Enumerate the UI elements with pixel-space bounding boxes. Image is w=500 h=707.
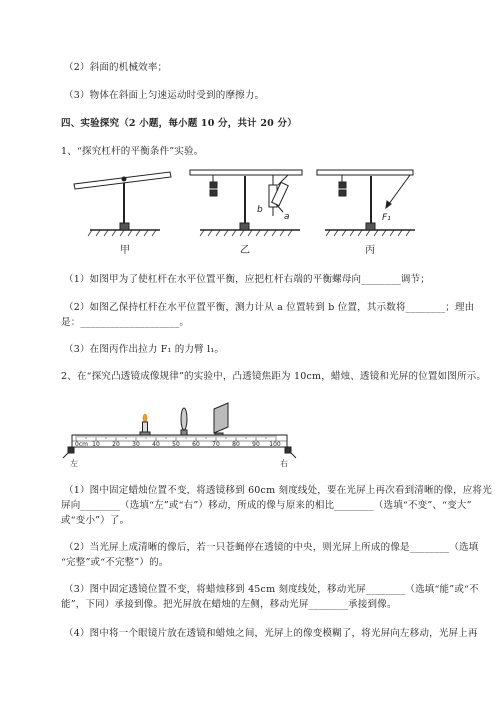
q1-part-1: （1）如图甲为了使杠杆在水平位置平衡，应把杠杆右端的平衡螺母向________调节； xyxy=(64,274,430,285)
tick-70: 70 xyxy=(212,441,220,448)
tick-30: 30 xyxy=(132,441,140,448)
label-right: 右 xyxy=(280,459,288,468)
q2-part-4: （4）图中将一个眼镜片放在透镜和蜡烛之间，光屏上的像变模糊了，将光屏向左移动，光屏上再 xyxy=(64,628,478,639)
tick-80: 80 xyxy=(232,441,240,448)
lens xyxy=(181,408,187,435)
q1-part-3: （3）在图丙作出拉力 F₁ 的力臂 l₁。 xyxy=(64,344,225,355)
screen xyxy=(214,403,228,436)
label-yi: 乙 xyxy=(240,245,250,256)
figure-bing xyxy=(317,170,415,256)
label-left: 左 xyxy=(70,459,78,468)
tick-10: 10 xyxy=(92,441,100,448)
item-2-efficiency: （2）斜面的机械效率； xyxy=(64,62,168,73)
tick-60: 60 xyxy=(192,441,200,448)
figure-yi xyxy=(190,170,302,256)
q2-part-3b: 能”，下同）承接到像。把光屏放在蜡烛的左侧，移动光屏________承接到像。 xyxy=(61,599,397,610)
label-jia: 甲 xyxy=(120,245,130,256)
item-3-friction: （3）物体在斜面上匀速运动时受到的摩擦力。 xyxy=(64,90,265,101)
optical-bench-figure xyxy=(62,395,302,470)
tick-90: 90 xyxy=(252,441,260,448)
candle xyxy=(140,414,150,435)
label-b: b xyxy=(257,205,263,215)
q2-part-3a: （3）图中固定透镜位置不变，将蜡烛移到 45cm 刻度线处，移动光屏________（选填“能”或“不 xyxy=(64,584,479,595)
question-1-title: 1、“探究杠杆的平衡条件”实验。 xyxy=(61,146,204,157)
lever-figures xyxy=(60,160,450,260)
label-bing: 丙 xyxy=(365,245,375,256)
tick-100: 100 xyxy=(269,441,281,448)
q2-part-1b: 屏向________（选填“左”或“右”）移动，所成的像与原来的相比________（选填“不变”、“变大” xyxy=(61,500,472,511)
tick-20: 20 xyxy=(112,441,120,448)
q2-part-2a: （2）当光屏上成清晰的像后，若一只苍蝇停在透镜的中央，则光屏上所成的像是________（选填 xyxy=(64,542,479,553)
q2-part-1a: （1）图中固定蜡烛位置不变，将透镜移到 60cm 刻度线处，要在光屏上再次看到清晰的像，应将光 xyxy=(64,485,492,496)
q1-part-2a: （2）如图乙保持杠杆在水平位置平衡，测力计从 a 位置转到 b 位置，其示数将________；理由 xyxy=(64,302,475,313)
tick-40: 40 xyxy=(152,441,160,448)
figure-jia xyxy=(74,172,171,256)
q2-part-1c: 或“变小”）了。 xyxy=(61,515,130,526)
section-heading: 四、实验探究（2 小题，每小题 10 分，共计 20 分） xyxy=(61,118,297,129)
q1-part-2b: 是：____________________。 xyxy=(61,317,190,328)
question-2-title: 2、在“探究凸透镜成像规律”的实验中，凸透镜焦距为 10cm，蜡烛、透镜和光屏的位置如图所示。 xyxy=(61,371,487,382)
tick-0: 0cm xyxy=(75,441,88,448)
label-F1: F₁ xyxy=(382,213,391,223)
label-a: a xyxy=(284,212,290,222)
q2-part-2b: “完整”或“不完整”）的。 xyxy=(61,557,169,568)
tick-50: 50 xyxy=(172,441,180,448)
